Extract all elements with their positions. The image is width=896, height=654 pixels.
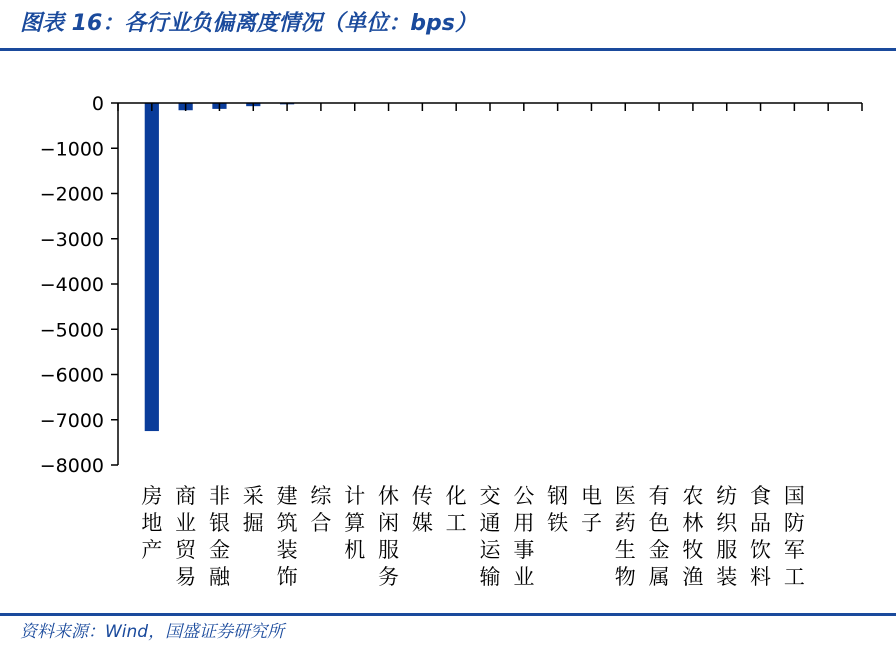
x-tick-label: 医药生物 [614,484,636,589]
x-tick-label: 食品饮料 [750,484,772,589]
x-tick-label: 化工 [445,484,467,535]
x-tick-label: 有色金属 [648,484,670,589]
x-tick-label: 钢铁 [547,484,569,535]
x-tick-label: 综合 [310,484,332,535]
x-tick-label: 休闲服务 [378,484,400,589]
x-tick-label: 计算机 [344,484,366,562]
x-tick-label: 采掘 [242,484,264,535]
x-tick-label: 国防军工 [783,484,805,589]
y-tick-label: −1000 [39,138,104,161]
x-tick-label: 农林牧渔 [682,484,704,589]
y-axis [40,93,118,477]
x-tick-label: 纺织服装 [716,484,738,589]
x-tick-label: 房地产 [141,484,163,562]
x-tick-label: 建筑装饰 [276,484,298,589]
figure-title: 图表 16：各行业负偏离度情况（单位：bps） [20,11,477,36]
y-tick-label: −6000 [39,364,104,387]
x-tick-label: 交通运输 [479,484,501,589]
category-labels [141,484,805,589]
y-tick-label: −2000 [39,183,104,206]
x-tick-label: 电子 [580,484,602,535]
y-tick-label: −8000 [39,455,104,477]
x-tick-label: 非银金融 [208,484,230,589]
y-tick-label: −7000 [39,409,104,432]
source-rule [0,613,896,616]
y-tick-label: −3000 [39,228,104,251]
x-tick-label: 公用事业 [513,484,535,589]
bars [145,103,294,431]
y-tick-label: −4000 [39,274,104,296]
x-axis [118,103,862,111]
x-tick-label: 传媒 [411,484,433,535]
bar-0 [145,103,159,431]
x-tick-label: 商业贸易 [175,484,197,589]
y-tick-label: 0 [91,93,104,115]
source-note: 资料来源：Wind，国盛证券研究所 [20,622,285,642]
y-tick-label: −5000 [39,319,104,342]
